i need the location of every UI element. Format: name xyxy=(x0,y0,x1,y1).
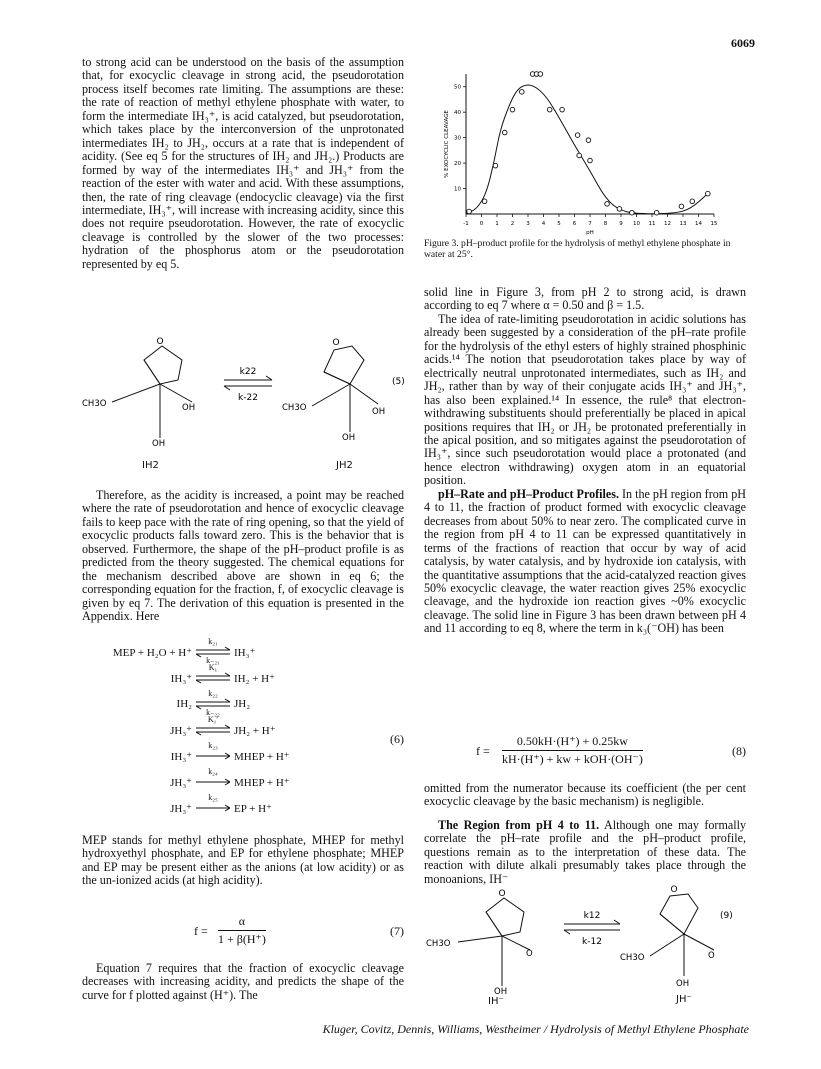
eq9-k-reverse: k-12 xyxy=(582,937,602,947)
heading-region: The Region from pH 4 to 11. xyxy=(438,817,600,832)
x-tick-label: 10 xyxy=(633,221,640,227)
equation-7 xyxy=(82,912,404,952)
equilibrium-arrow-icon xyxy=(196,646,230,658)
data-point xyxy=(520,90,525,95)
x-tick-label: 8 xyxy=(603,221,608,227)
data-point xyxy=(560,107,565,112)
eq6-left: IH₃⁺ xyxy=(170,673,192,685)
eq8-number: (8) xyxy=(732,744,746,758)
ph-product-chart xyxy=(424,56,746,236)
eq6-right: IH₃⁺ xyxy=(234,647,256,659)
eq7-f: f = xyxy=(194,924,208,938)
eq6-left: IH₃⁺ xyxy=(170,751,192,763)
x-tick-label: 0 xyxy=(479,221,484,227)
x-tick-label: 11 xyxy=(648,221,656,227)
eq8-numerator: 0.50kH·(H⁺) + 0.25kw xyxy=(502,734,643,751)
data-point xyxy=(538,72,543,77)
data-point xyxy=(510,107,515,112)
heading-ph-rate: pH–Rate and pH–Product Profiles. xyxy=(438,486,619,501)
eq6-right: JH₂ xyxy=(234,698,251,710)
left-paragraph-4: Equation 7 requires that the fraction of exocyclic cleavage decreases with increasing acidity, and predicts the shape of the curve for f plotted against (H⁺). The xyxy=(82,961,404,1002)
eq6-line xyxy=(82,741,404,768)
left-paragraph-1: to strong acid can be understood on the basis of the assumption that, for exocyclic cleavage in strong acid, the pseudorotation process itself becomes rate limiting. The assumptions are these: the rate of reaction of methyl ethylene phosphate with water, to form the intermediate IH₃⁺, is acid catalyzed, but pseudorotation, which takes place by the interconversion of the unprotonated intermediates IH₂ to JH₂, occurs at a rate that is independent of acidity. (See eq 5 for the structures of IH₂ and JH₂.) Products are formed by way of the intermediates IH₃⁺ and JH₃⁺ from the reaction of the ester with water and acid. With these assumptions, then, the rate of ring cleavage (endocyclic cleavage) via the first intermediate, IH₃⁺, will increase with increasing acidity, since this does not require pseudorotation. However, the rate of exocyclic cleavage is controlled by the slower of the two processes: hydration of the phosphorus atom or the pseudorotation represented by eq 5. xyxy=(82,55,404,271)
eq6-k-top: k₂₄ xyxy=(208,767,218,776)
x-tick-label: 4 xyxy=(541,221,546,227)
x-tick-label: 12 xyxy=(664,221,671,227)
data-point xyxy=(588,158,593,163)
eq5-left-ch3o: CH3O xyxy=(82,399,107,409)
eq8-denominator: kH·(H⁺) + kw + kOH·(OH⁻) xyxy=(502,752,643,766)
x-tick-label: 1 xyxy=(495,221,499,227)
eq9-left-o-right: O xyxy=(526,949,533,959)
eq6-k-bottom: k₋₂₁ xyxy=(206,656,220,665)
data-point xyxy=(575,133,580,138)
eq8-f: f = xyxy=(476,744,490,758)
eq6-k-top: k₂₅ xyxy=(208,793,218,802)
eq9-right-o: O xyxy=(670,885,678,895)
eq5-left-oh-bottom: OH xyxy=(152,439,166,449)
eq5-number: (5) xyxy=(392,377,405,387)
equation-9-structures xyxy=(424,885,746,1004)
eq6-number: (6) xyxy=(390,732,404,746)
right-paragraph-4: omitted from the numerator because its coefficient (the per cent exocyclic cleavage by the basic mechanism) is negligible. The Region from pH 4 to 11. Although one may formally correlate the pH–rate profile and the pH–product profile, questions remain as to the interpretation of these data. The reaction with dilute alkali presumably takes place through the monoanions, IH⁻ xyxy=(424,781,746,886)
eq9-right-oh-bottom: OH xyxy=(676,979,690,989)
eq9-left-ch3o: CH3O xyxy=(426,939,451,949)
eq5-label-right: JH2 xyxy=(336,460,353,471)
right-paragraph-2: The idea of rate-limiting pseudorotation in acidic solutions has already been suggested by a consideration of the pH–rate profile for the hydrolysis of the ethyl esters of highly strained phosphinic acids.¹⁴ The notion that pseudorotation takes place by way of electrically neutral unprotonated intermediates, such as IH₂ and JH₂, rather than by way of their conjugate acids IH₃⁺ and JH₃⁺, has also been explained.¹⁴ In essence, the rule⁸ that electron-withdrawing substituents should preferentially be placed in apical positions requires that IH₂ or JH₂ be protonated preferentially in the apical position, and so mitigates against the pseudorotation of IH₃⁺, since such pseudorotation would place a protonated (and hence electron withdrawing) oxygen atom in an equatorial position. xyxy=(424,311,746,488)
x-tick-label: 2 xyxy=(510,221,515,227)
figure-3-caption: Figure 3. pH–product profile for the hydrolysis of methyl ethylene phosphate in water at 25°. xyxy=(424,238,731,260)
running-head: Kluger, Covitz, Dennis, Williams, Westheimer / Hydrolysis of Methyl Ethylene Phosphate xyxy=(322,1022,749,1036)
y-tick-label: 10 xyxy=(454,186,461,193)
eq5-right-oh-bottom: OH xyxy=(342,433,356,443)
eq6-k-top: K₁ xyxy=(208,663,218,672)
equation-6 xyxy=(82,636,404,826)
eq9-label-left: IH⁻ xyxy=(488,996,504,1007)
x-tick-label: 15 xyxy=(710,221,718,227)
y-tick-label: 30 xyxy=(454,135,461,142)
x-tick-label: -1 xyxy=(463,221,469,227)
y-tick-label: 50 xyxy=(454,84,461,91)
x-tick-label: 5 xyxy=(557,221,561,227)
eq6-line xyxy=(82,689,404,717)
eq9-left-oh-bottom: OH xyxy=(494,987,508,997)
eq9-right-o-right: O xyxy=(708,951,715,961)
eq6-k-top: k₂₁ xyxy=(208,637,218,646)
eq6-left: MEP + H₂O + H⁺ xyxy=(112,647,192,659)
forward-arrow-icon xyxy=(196,776,230,788)
eq6-left: JH₃⁺ xyxy=(170,777,192,789)
eq9-label-right: JH⁻ xyxy=(676,994,692,1005)
eq7-number: (7) xyxy=(390,924,404,938)
data-point xyxy=(679,204,684,209)
eq9-number: (9) xyxy=(720,911,733,921)
equation-5-structures xyxy=(82,337,412,452)
eq7-denominator: 1 + β(H⁺) xyxy=(218,932,266,946)
eq6-left: JH₃⁺ xyxy=(170,725,192,737)
eq5-k-reverse: k-22 xyxy=(238,393,258,403)
left-paragraph-3: MEP stands for methyl ethylene phosphate, MHEP for methyl hydroxyethyl phosphate, and EP for ethylene phosphate; MHEP and EP may be present either as the anions (at low acidity) or as the un-ionized acids (at high acidity). xyxy=(82,833,404,888)
equation-5 xyxy=(82,337,412,471)
x-tick-label: 14 xyxy=(695,221,702,227)
page-number: 6069 xyxy=(731,36,755,50)
eq6-right: JH₂ + H⁺ xyxy=(234,725,276,737)
eq5-right-ch3o: CH3O xyxy=(282,403,307,413)
data-point xyxy=(482,199,487,204)
eq9-k-forward: k12 xyxy=(583,911,601,921)
x-axis-label: pH xyxy=(586,230,594,236)
data-point xyxy=(502,130,507,135)
equilibrium-arrow-icon xyxy=(196,724,230,736)
eq7-numerator: α xyxy=(218,914,266,931)
eq9-left-o: O xyxy=(498,889,506,899)
right-paragraph-1: solid line in Figure 3, from pH 2 to strong acid, is drawn according to eq 7 where α = 0.50 and β = 1.5. The idea of rate-limiting pseudorotation in acidic solutions has already been suggested by a consideration of the pH–rate profile for the hydrolysis of the ethyl esters of highly strained phosphinic acids.¹⁴ The notion that pseudorotation takes place by way of electrically neutral unprotonated intermediates, such as IH₂ and JH₂, rather than by way of their conjugate acids IH₃⁺ and JH₃⁺, has also been explained.¹⁴ In essence, the rule⁸ that electron-withdrawing substituents should preferentially be placed in apical positions requires that IH₂ or JH₂ be protonated preferentially in the apical position, and so mitigates against the pseudorotation of IH₃⁺, since such pseudorotation would place a protonated (and hence electron withdrawing) oxygen atom in an equatorial position. pH–Rate and pH–Product Profiles. In the pH region from pH 4 to 11, the fraction of product formed with exocyclic cleavage decreases from about 50% to near zero. The complicated curve in the region from pH 4 to 11 can be expressed quantitatively in terms of the fractions of reaction that occur by way of acid catalysis, by water catalysis, and by hydroxide ion catalysis, with the quantitative assumptions that the acid-catalyzed reaction gives 50% exocyclic cleavage, the water reaction gives 25% exocyclic cleavage, and the hydroxide ion reaction gives ~0% exocyclic cleavage. The solid line in Figure 3 has been drawn between pH 4 and 11 according to eq 8, where the term in k₃(⁻OH) has been xyxy=(424,285,746,636)
eq6-line xyxy=(82,767,404,794)
eq5-left-oh-right: OH xyxy=(182,403,196,413)
data-point xyxy=(493,163,498,168)
equilibrium-arrow-icon xyxy=(196,672,230,684)
forward-arrow-icon xyxy=(196,750,230,762)
eq6-right: EP + H⁺ xyxy=(234,803,272,815)
eq6-left: IH₂ xyxy=(176,698,192,710)
eq5-label-left: IH2 xyxy=(142,460,159,471)
eq6-k-top: k₂₃ xyxy=(208,741,218,750)
eq6-k-bottom: k₋₂₂ xyxy=(206,708,220,717)
eq6-left: JH₃⁺ xyxy=(170,803,192,815)
y-axis-label: % EXOCYCLIC CLEAVAGE xyxy=(444,110,450,178)
x-tick-label: 9 xyxy=(619,221,623,227)
data-point xyxy=(467,209,472,214)
eq5-left-o: O xyxy=(156,337,164,347)
eq6-right: MHEP + H⁺ xyxy=(234,777,290,789)
eq6-line xyxy=(82,637,404,665)
eq7-fraction xyxy=(218,914,266,947)
x-tick-label: 13 xyxy=(679,221,687,227)
data-point xyxy=(586,138,591,143)
forward-arrow-icon xyxy=(196,802,230,814)
eq6-line xyxy=(82,715,404,742)
data-point xyxy=(654,210,659,215)
equation-8 xyxy=(424,732,746,772)
equation-9 xyxy=(424,885,746,1007)
eq5-k-forward: k22 xyxy=(239,367,257,377)
figure-3 xyxy=(424,56,746,236)
data-point xyxy=(577,153,582,158)
right-paragraph-5: The Region from pH 4 to 11. Although one may formally correlate the pH–rate profile and the pH–product profile, questions remain as to the interpretation of these data. The reaction with dilute alkali presumably takes place through the monoanions, IH⁻ xyxy=(424,817,746,886)
eq9-right-ch3o: CH3O xyxy=(620,953,645,963)
data-point xyxy=(605,202,610,207)
data-point xyxy=(617,207,622,212)
x-tick-label: 6 xyxy=(572,221,577,227)
eq5-right-oh-right: OH xyxy=(372,407,386,417)
data-point xyxy=(547,107,552,112)
x-tick-label: 7 xyxy=(588,221,592,227)
eq8-fraction xyxy=(502,734,643,767)
eq6-line xyxy=(82,663,404,690)
eq5-right-o: O xyxy=(332,338,340,348)
right-paragraph-3: pH–Rate and pH–Product Profiles. In the pH region from pH 4 to 11, the fraction of product formed with exocyclic cleavage decreases from about 50% to near zero. The complicated curve in the region from pH 4 to 11 can be expressed quantitatively in terms of the fractions of reaction that occur by way of acid catalysis, by water catalysis, and by hydroxide ion catalysis, with the quantitative assumptions that the acid-catalyzed reaction gives 50% exocyclic cleavage, the water reaction gives 25% exocyclic cleavage, and the hydroxide ion reaction gives ~0% exocyclic cleavage. The solid line in Figure 3 has been drawn between pH 4 and 11 according to eq 8, where the term in k₃(⁻OH) has been xyxy=(424,486,746,636)
fit-curve xyxy=(466,85,708,214)
left-paragraph-2: Therefore, as the acidity is increased, a point may be reached where the rate of pseudorotation and hence of exocyclic cleavage fails to keep pace with the rate of ring opening, so that the yield of exocyclic products falls toward zero. This is the behavior that is observed. Furthermore, the shape of the pH–product profile is as predicted from the theory suggested. The chemical equations for the mechanism described above are shown in eq 6; the corresponding equation for the fraction, f, of exocyclic cleavage is given by eq 7. The derivation of this equation is presented in the Appendix. Here xyxy=(82,488,404,624)
eq6-k-top: k₂₂ xyxy=(208,689,218,698)
eq6-right: IH₂ + H⁺ xyxy=(234,673,275,685)
y-tick-label: 20 xyxy=(454,161,461,168)
data-point xyxy=(630,210,635,215)
eq6-right: MHEP + H⁺ xyxy=(234,751,290,763)
data-point xyxy=(690,199,695,204)
eq6-line xyxy=(82,793,404,820)
data-point xyxy=(706,191,711,196)
y-tick-label: 40 xyxy=(454,110,461,117)
eq6-k-top: K₁′ xyxy=(207,715,219,724)
x-tick-label: 3 xyxy=(526,221,530,227)
equilibrium-arrow-icon xyxy=(196,698,230,710)
